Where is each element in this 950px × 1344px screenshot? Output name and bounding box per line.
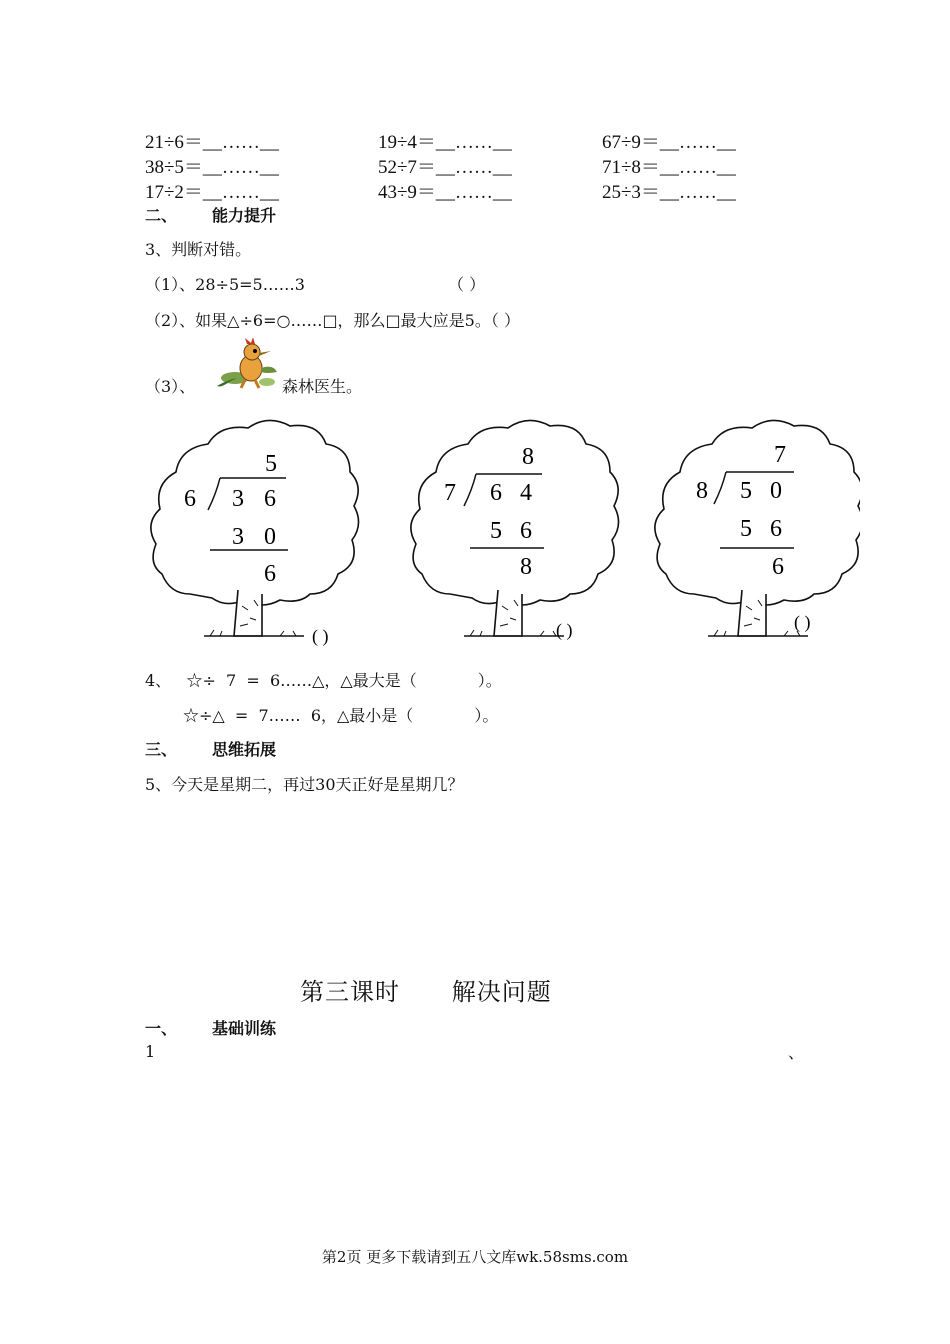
tree-1-dividend-ones: 6 [264,486,276,512]
exercise-1-1: 21÷6＝__……__ [145,132,279,153]
exercise-3-1: 17÷2＝__……__ [145,182,279,203]
section-2-number: 二、 [145,206,178,225]
exercise-2-2: 52÷7＝__……__ [378,157,512,178]
tree-3-dividend-ones: 0 [770,478,782,504]
exercise-1-3: 67÷9＝__……__ [602,132,736,153]
section-3-number: 三、 [145,740,178,759]
tree-1-product-tens: 3 [232,524,244,550]
q3-item-2: （2）、如果△÷6=○……□，那么□最大应是5。（ ） [145,311,520,330]
tree-diagrams [140,410,860,646]
section-2-heading: 能力提升 [212,206,277,225]
lesson-section-heading: 基础训练 [212,1019,277,1038]
q4-line-2: ☆÷△ = 7…… 6，△最小是（ ）。 [183,706,499,725]
tree-3-dividend-tens: 5 [740,478,752,504]
tree-2-divisor: 7 [444,480,456,506]
section-3-heading: 思维拓展 [212,740,277,759]
q3-item-1-answer: （ ） [448,275,486,294]
tree-3-remainder: 6 [772,554,784,580]
q3-title: 3、判断对错。 [145,240,252,259]
exercise-3-2: 43÷9＝__……__ [378,182,512,203]
exercise-2-3: 71÷8＝__……__ [602,157,736,178]
tree-3-quotient: 7 [774,442,786,468]
tree-1 [151,420,359,646]
tree-2-product-ones: 6 [520,518,532,544]
tree-2-dividend-ones: 4 [520,480,532,506]
tree-1-dividend-tens: 3 [232,486,244,512]
lesson-q1-mark: 、 [788,1043,805,1062]
lesson-q1-number: 1 [145,1042,156,1061]
q3-item-1: （1）、28÷5=5……3 [145,275,305,294]
lesson-section-number: 一、 [145,1019,178,1038]
tree-1-divisor: 6 [184,486,196,512]
tree-3-product-ones: 6 [770,516,782,542]
tree-3-answer-paren: ( ) [794,612,811,632]
tree-1-remainder: 6 [264,561,276,587]
exercise-2-1: 38÷5＝__……__ [145,157,279,178]
tree-2-answer-paren: ( ) [556,620,573,640]
tree-1-quotient: 5 [265,451,277,477]
tree-2-remainder: 8 [520,554,532,580]
lesson-title: 第三课时 解决问题 [300,978,552,1006]
tree-3 [655,420,860,636]
q3-item-3-suffix: 森林医生。 [282,377,363,396]
page-footer: 第2页 更多下载请到五八文库wk.58sms.com [321,1248,629,1266]
tree-3-divisor: 8 [696,478,708,504]
woodpecker-bird-icon [215,338,281,392]
tree-1-answer-paren: ( ) [312,626,329,646]
tree-3-product-tens: 5 [740,516,752,542]
tree-2-dividend-tens: 6 [490,480,502,506]
tree-2-quotient: 8 [522,444,534,470]
exercise-3-3: 25÷3＝__……__ [602,182,736,203]
tree-1-product-ones: 0 [264,524,276,550]
tree-2-product-tens: 5 [490,518,502,544]
q3-item-3-prefix: （3）、 [145,377,196,396]
q5-question: 5、今天是星期二，再过30天正好是星期几？ [145,775,464,794]
exercise-1-2: 19÷4＝__……__ [378,132,512,153]
tree-2 [411,420,619,641]
q4-line-1: 4、 ☆÷ 7 = 6……△，△最大是（ ）。 [145,671,502,690]
